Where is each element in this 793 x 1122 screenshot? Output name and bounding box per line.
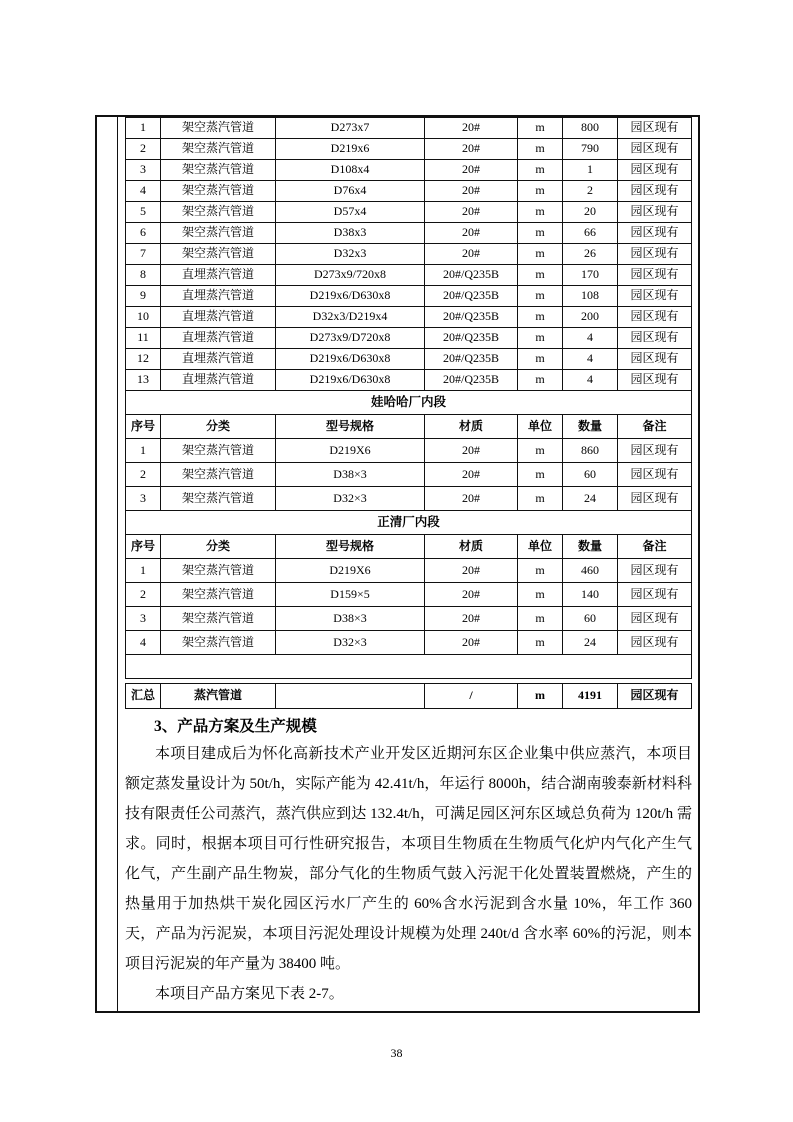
cell: 架空蒸汽管道 [161,631,276,655]
cell: 1 [563,160,618,181]
cell: 园区现有 [618,684,692,709]
table-row [126,439,692,463]
column-header: 备注 [618,535,692,559]
cell: 直埋蒸汽管道 [161,265,276,286]
table-row [126,244,692,265]
cell: 20# [425,223,518,244]
cell: 4 [563,328,618,349]
table-row [126,118,692,139]
cell: 790 [563,139,618,160]
cell: 直埋蒸汽管道 [161,286,276,307]
cell: 园区现有 [618,487,692,511]
cell: 20#/Q235B [425,370,518,391]
cell: 4 [126,631,161,655]
empty-cell [126,655,692,679]
cell: D219x6/D630x8 [276,286,425,307]
column-header: 分类 [161,535,276,559]
cell: 园区现有 [618,160,692,181]
cell: 108 [563,286,618,307]
pipe-summary-table [125,683,692,709]
column-header: 材质 [425,415,518,439]
cell: 架空蒸汽管道 [161,244,276,265]
table-row [126,684,692,709]
cell: 20# [425,631,518,655]
cell: D38×3 [276,463,425,487]
cell: 140 [563,583,618,607]
section-heading: 3、产品方案及生产规模 [154,718,317,735]
table-row [126,583,692,607]
cell: 园区现有 [618,439,692,463]
cell: m [518,559,563,583]
cell: 8 [126,265,161,286]
cell: m [518,244,563,265]
cell: D38×3 [276,607,425,631]
cell: 4 [126,181,161,202]
cell: m [518,349,563,370]
cell: m [518,223,563,244]
cell: 9 [126,286,161,307]
cell: 园区现有 [618,139,692,160]
cell: 园区现有 [618,265,692,286]
cell: 直埋蒸汽管道 [161,307,276,328]
cell: 架空蒸汽管道 [161,583,276,607]
table-row [126,181,692,202]
cell: / [425,684,518,709]
cell: m [518,118,563,139]
cell: D76x4 [276,181,425,202]
cell: m [518,202,563,223]
cell: 园区现有 [618,286,692,307]
cell: 4 [563,370,618,391]
cell: 12 [126,349,161,370]
cell: 1 [126,559,161,583]
cell: D32×3 [276,487,425,511]
cell: 园区现有 [618,583,692,607]
cell: 20# [425,559,518,583]
cell: 园区现有 [618,244,692,265]
cell: 园区现有 [618,370,692,391]
cell: 架空蒸汽管道 [161,487,276,511]
cell: 24 [563,487,618,511]
cell: m [518,265,563,286]
cell: D273x7 [276,118,425,139]
cell: 860 [563,439,618,463]
cell: 架空蒸汽管道 [161,202,276,223]
cell: D32×3 [276,631,425,655]
cell: m [518,439,563,463]
cell: 汇总 [126,684,161,709]
table-row [126,631,692,655]
cell: 园区现有 [618,223,692,244]
cell: 架空蒸汽管道 [161,439,276,463]
cell: 直埋蒸汽管道 [161,370,276,391]
cell: 11 [126,328,161,349]
column-header: 分类 [161,415,276,439]
cell: 架空蒸汽管道 [161,463,276,487]
cell: 2 [563,181,618,202]
cell: m [518,328,563,349]
cell: m [518,307,563,328]
cell: 园区现有 [618,328,692,349]
column-header: 单位 [518,415,563,439]
cell: m [518,583,563,607]
cell: 园区现有 [618,181,692,202]
cell: D219x6/D630x8 [276,370,425,391]
table-row [126,160,692,181]
table-row [126,139,692,160]
cell [276,684,425,709]
cell: 园区现有 [618,349,692,370]
cell: 66 [563,223,618,244]
cell: 架空蒸汽管道 [161,559,276,583]
cell: 20# [425,181,518,202]
cell: m [518,684,563,709]
column-header: 备注 [618,415,692,439]
cell: D108x4 [276,160,425,181]
cell: D219X6 [276,559,425,583]
report-form-frame [95,115,700,1013]
cell: m [518,160,563,181]
table-row [126,463,692,487]
column-header: 型号规格 [276,415,425,439]
table-row [126,370,692,391]
cell: 园区现有 [618,463,692,487]
cell: 10 [126,307,161,328]
cell: 460 [563,559,618,583]
cell: D219x6 [276,139,425,160]
table-row [126,202,692,223]
cell: 园区现有 [618,607,692,631]
column-header-row [126,535,692,559]
cell: 直埋蒸汽管道 [161,328,276,349]
cell: 60 [563,463,618,487]
table-row [126,349,692,370]
page-number: 38 [390,1046,403,1060]
cell: D159×5 [276,583,425,607]
empty-row [126,655,692,679]
table-row [126,307,692,328]
cell: 3 [126,487,161,511]
cell: 20 [563,202,618,223]
cell: m [518,463,563,487]
cell: m [518,139,563,160]
cell: 20# [425,463,518,487]
cell: 2 [126,463,161,487]
cell: D57x4 [276,202,425,223]
cell: D32x3/D219x4 [276,307,425,328]
cell: 20#/Q235B [425,286,518,307]
cell: 20# [425,139,518,160]
cell: m [518,286,563,307]
cell: 6 [126,223,161,244]
cell: 13 [126,370,161,391]
cell: 20#/Q235B [425,307,518,328]
cell: 园区现有 [618,118,692,139]
cell: 1 [126,118,161,139]
table-row [126,265,692,286]
column-header: 单位 [518,535,563,559]
column-header: 序号 [126,415,161,439]
cell: 20# [425,160,518,181]
section-title-row [126,511,692,535]
form-left-gutter [97,117,118,1011]
cell: 3 [126,160,161,181]
table-row [126,223,692,244]
cell: 20#/Q235B [425,328,518,349]
cell: 蒸汽管道 [161,684,276,709]
cell: 20# [425,244,518,265]
cell: 4 [563,349,618,370]
cell: 24 [563,631,618,655]
cell: 26 [563,244,618,265]
cell: 2 [126,139,161,160]
cell: 1 [126,439,161,463]
cell: 园区现有 [618,559,692,583]
cell: 架空蒸汽管道 [161,139,276,160]
cell: m [518,181,563,202]
cell: 园区现有 [618,631,692,655]
section-title-row [126,391,692,415]
cell: 架空蒸汽管道 [161,160,276,181]
cell: 园区现有 [618,202,692,223]
cell: m [518,631,563,655]
cell: 20# [425,487,518,511]
steam-pipe-spec-table [125,117,692,679]
cell: 架空蒸汽管道 [161,223,276,244]
cell: 架空蒸汽管道 [161,181,276,202]
cell: 架空蒸汽管道 [161,118,276,139]
body-paragraph: 本项目产品方案见下表 2-7。 [155,986,344,1002]
cell: 4191 [563,684,618,709]
form-content-cell [118,117,698,1011]
cell: D219x6/D630x8 [276,349,425,370]
cell: 20#/Q235B [425,349,518,370]
cell: 20# [425,118,518,139]
cell: 20# [425,439,518,463]
cell: D38x3 [276,223,425,244]
column-header: 数量 [563,535,618,559]
cell: D219X6 [276,439,425,463]
cell: 170 [563,265,618,286]
cell: 直埋蒸汽管道 [161,349,276,370]
cell: 200 [563,307,618,328]
body-paragraph: 本项目建成后为怀化高新技术产业开发区近期河东区企业集中供应蒸汽，本项目额定蒸发量设计为 50t/h，实际产能为 42.41t/h，年运行 8000h，结合湖南骏泰新材料科技有限责任公司蒸汽，蒸汽供应到达 132.4t/h，可满足园区河东区域总负荷为 120t/h 需求。同时，根据本项目可行性研究报告，本项目生物质在生物质气化炉内气化产生气化气，产生副产品生物炭，部分气化的生物质气鼓入污泥干化处置装置燃烧，产生的热量用于加热烘干炭化园区污水厂产生的 60%含水污泥到含水量 10%，年工作 360 天，产品为污泥炭，本项目污泥处理设计规模为处理 240t/d 含水率 60%的污泥，则本项目污泥炭的年产量为 38400 吨。 [125,746,692,972]
section-title: 娃哈哈厂内段 [126,391,692,415]
cell: D273x9/D720x8 [276,328,425,349]
section-title: 正清厂内段 [126,511,692,535]
cell: 园区现有 [618,307,692,328]
cell: 5 [126,202,161,223]
cell: m [518,370,563,391]
column-header-row [126,415,692,439]
cell: 3 [126,607,161,631]
table-row [126,487,692,511]
table-row [126,286,692,307]
cell: m [518,487,563,511]
table-row [126,559,692,583]
cell: 20# [425,607,518,631]
column-header: 材质 [425,535,518,559]
cell: 800 [563,118,618,139]
cell: D32x3 [276,244,425,265]
cell: D273x9/720x8 [276,265,425,286]
cell: 20# [425,202,518,223]
column-header: 型号规格 [276,535,425,559]
cell: 60 [563,607,618,631]
cell: 架空蒸汽管道 [161,607,276,631]
column-header: 序号 [126,535,161,559]
cell: 2 [126,583,161,607]
cell: m [518,607,563,631]
cell: 20# [425,583,518,607]
column-header: 数量 [563,415,618,439]
table-row [126,607,692,631]
table-row [126,328,692,349]
cell: 7 [126,244,161,265]
cell: 20#/Q235B [425,265,518,286]
